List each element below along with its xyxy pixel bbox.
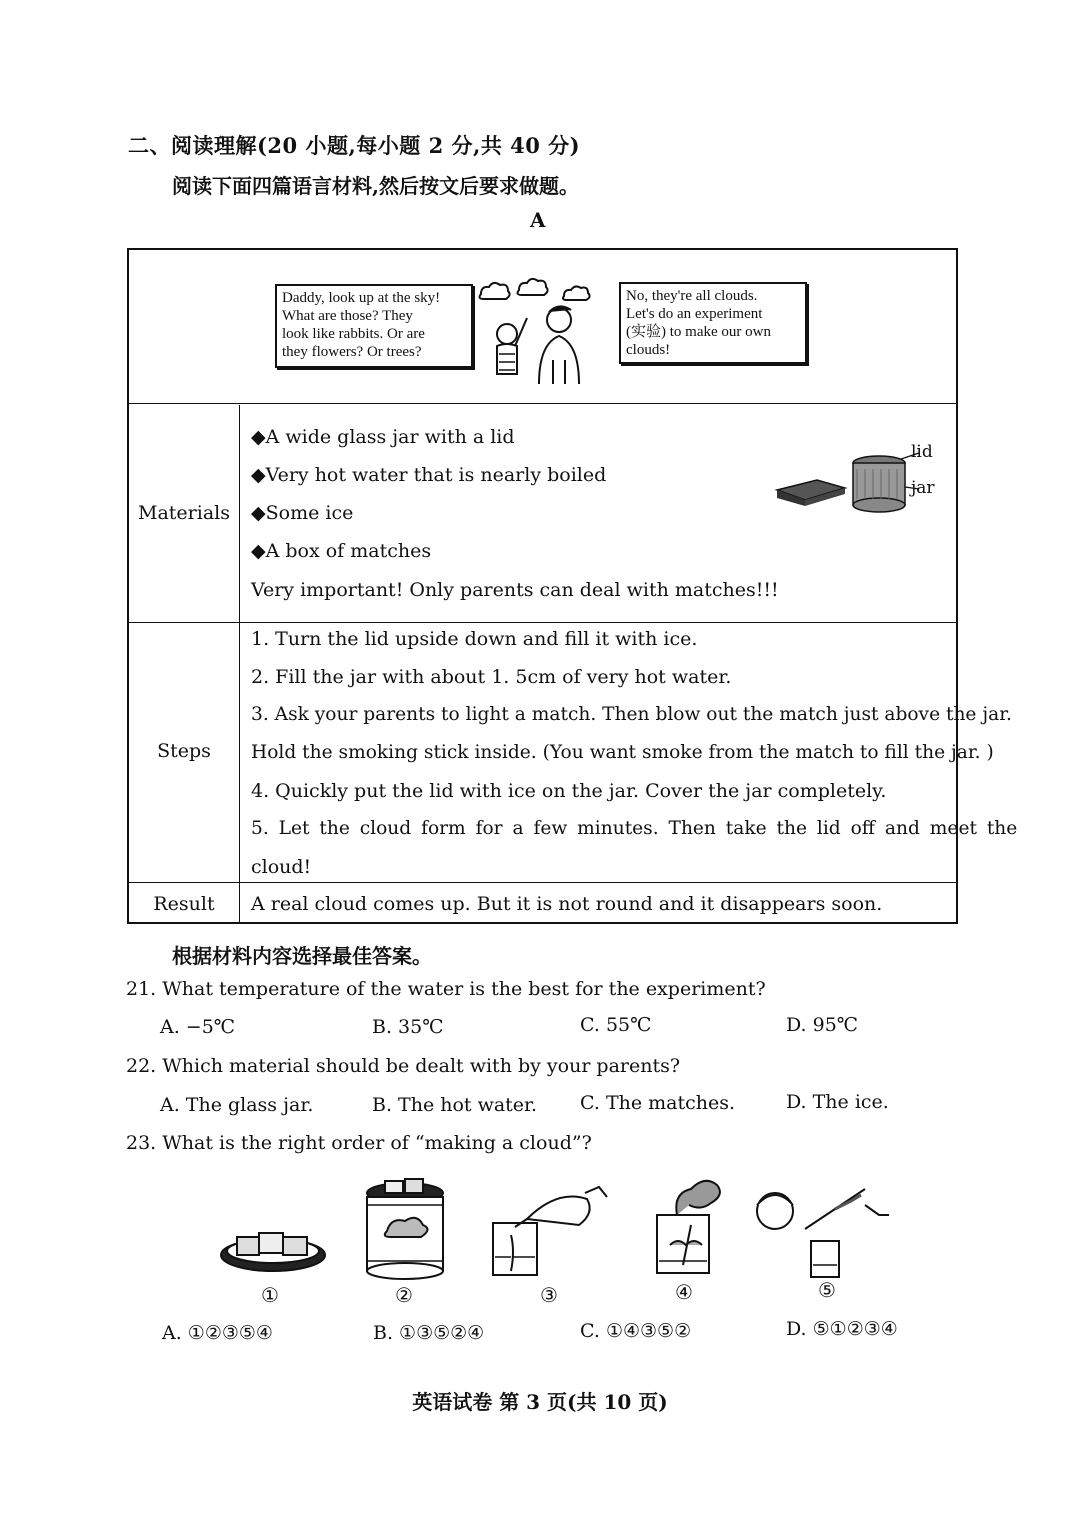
father-child-illustration [469,276,619,386]
jar-with-cloud-picture [367,1179,443,1279]
question-22-stem: 22. Which material should be dealt with by your parents? [126,1055,681,1077]
matchbox-icon [777,480,845,506]
q23-option-c[interactable]: C. ①④③⑤② [580,1320,692,1342]
step-line: 4. Quickly put the lid with ice on the jar. Cover the jar completely. [251,780,887,802]
picture-label-3: ③ [540,1283,558,1307]
q23-option-d[interactable]: D. ⑤①②③④ [786,1318,898,1340]
picture-label-4: ④ [675,1280,693,1304]
q21-option-a[interactable]: A. −5℃ [160,1016,236,1038]
step-line: 2. Fill the jar with about 1. 5cm of very hot water. [251,666,732,688]
choose-instruction: 根据材料内容选择最佳答案。 [172,944,432,968]
step-line: 1. Turn the lid upside down and fill it with ice. [251,628,698,650]
material-item: ◆Very hot water that is nearly boiled [251,464,607,486]
picture-label-5: ⑤ [818,1278,836,1302]
q22-option-c[interactable]: C. The matches. [580,1092,736,1114]
q22-option-d[interactable]: D. The ice. [786,1091,889,1113]
materials-label: Materials [138,502,230,524]
section-title: 二、阅读理解(20 小题,每小题 2 分,共 40 分) [128,133,581,158]
q23-option-a[interactable]: A. ①②③⑤④ [162,1322,273,1344]
page-footer: 英语试卷 第 3 页(共 10 页) [412,1390,668,1414]
step-line: 5. Let the cloud form for a few minutes. Then take the lid off and meet the [251,818,1018,839]
q22-option-a[interactable]: A. The glass jar. [160,1094,314,1116]
q21-option-b[interactable]: B. 35℃ [372,1016,444,1038]
q23-option-b[interactable]: B. ①③⑤②④ [373,1322,485,1344]
cloud-icon [480,279,590,300]
materials-warning: Very important! Only parents can deal with matches!!! [251,579,779,601]
step-pictures [215,1175,895,1285]
child-figure [497,318,527,374]
q21-option-c[interactable]: C. 55℃ [580,1014,652,1036]
jar-icon [853,456,905,512]
steps-label: Steps [157,740,211,762]
question-23-stem: 23. What is the right order of “making a cloud”? [126,1132,592,1154]
picture-label-2: ② [395,1283,413,1307]
father-speech-bubble: No, they're all clouds. Let's do an experiment (实验) to make our own clouds! [619,282,807,364]
q22-option-b[interactable]: B. The hot water. [372,1094,538,1116]
question-21-stem: 21. What temperature of the water is the best for the experiment? [126,978,766,1000]
step-line: 3. Ask your parents to light a match. Then blow out the match just above the jar. [251,704,1012,725]
picture-label-1: ① [261,1283,279,1307]
step-line: Hold the smoking stick inside. (You want smoke from the match to fill the jar. ) [251,742,994,763]
material-item: ◆A box of matches [251,540,432,562]
result-text: A real cloud comes up. But it is not round and it disappears soon. [251,893,883,915]
blowing-match-picture [757,1189,889,1277]
q21-option-d[interactable]: D. 95℃ [786,1014,859,1036]
father-figure [539,306,579,384]
step-line: cloud! [251,856,312,878]
section-instruction: 阅读下面四篇语言材料,然后按文后要求做题。 [172,174,579,198]
passage-letter: A [530,208,546,232]
jar-label: jar [911,478,935,498]
smoke-in-jar-picture [657,1181,720,1273]
material-item: ◆Some ice [251,502,354,524]
ice-lid-picture [221,1233,325,1271]
child-speech-bubble: Daddy, look up at the sky! What are those? They look like rabbits. Or are they flowers? Or trees? [275,284,473,368]
material-item: ◆A wide glass jar with a lid [251,426,515,448]
lid-label: lid [911,442,933,462]
passage-table [127,248,1018,924]
pouring-water-picture [493,1187,607,1275]
result-label: Result [153,893,215,915]
